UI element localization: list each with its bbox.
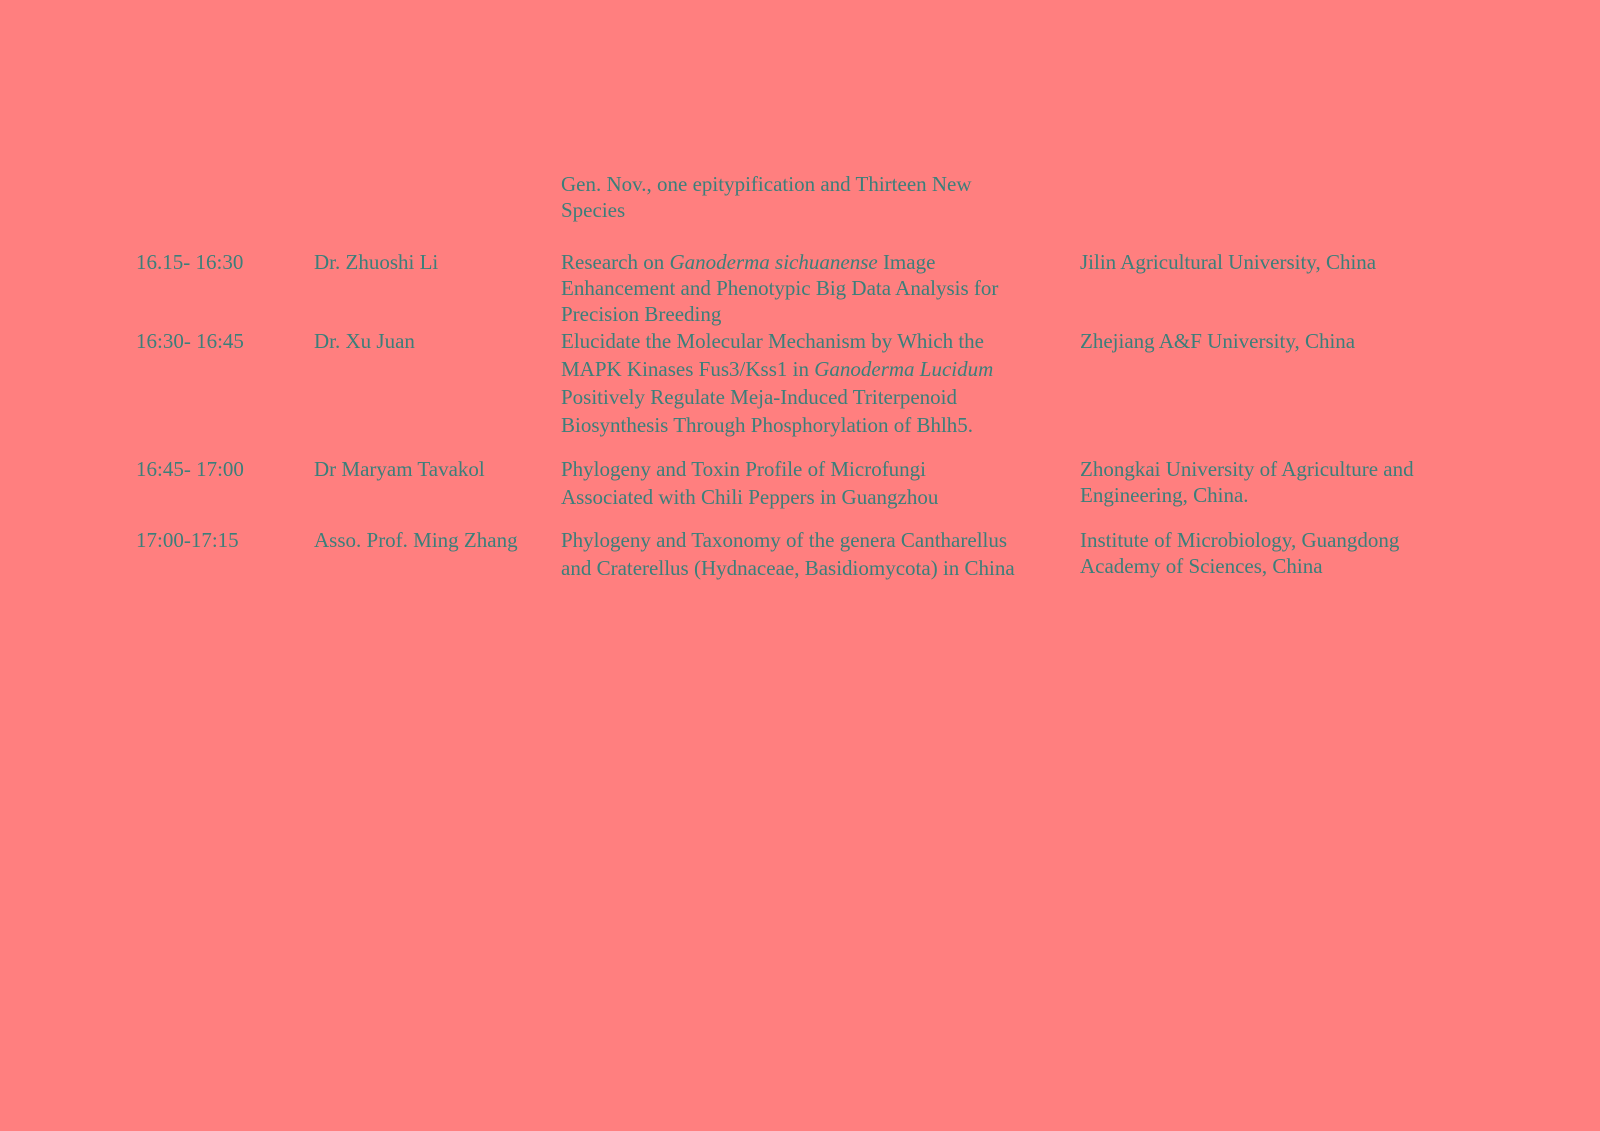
- row-institution: [1080, 527, 1399, 579]
- title-line: Research on Ganoderma sichuanense Image: [561, 250, 936, 274]
- row-speaker: Asso. Prof. Ming Zhang: [314, 528, 518, 552]
- institution-line: Zhongkai University of Agriculture and: [1080, 457, 1414, 481]
- title-line: Precision Breeding: [561, 302, 722, 326]
- title-line: Elucidate the Molecular Mechanism by Which the: [561, 329, 984, 353]
- title-line: Phylogeny and Toxin Profile of Microfungi: [561, 457, 927, 481]
- row-speaker: Dr. Zhuoshi Li: [314, 250, 439, 274]
- row-time: 16:30- 16:45: [136, 329, 244, 353]
- title-line: Species: [561, 198, 626, 222]
- species-name: Ganoderma sichuanense: [669, 250, 878, 274]
- row-title: [561, 455, 938, 511]
- title-line: Associated with Chili Peppers in Guangzhou: [561, 485, 939, 509]
- title-line: Positively Regulate Meja-Induced Triterpenoid: [561, 385, 958, 409]
- row-time: 16.15- 16:30: [136, 250, 244, 274]
- row-institution: [1080, 249, 1376, 275]
- row-institution: [1080, 456, 1414, 508]
- row-speaker: Dr Maryam Tavakol: [314, 457, 485, 481]
- row-time: 16:45- 17:00: [136, 457, 244, 481]
- row-title: [561, 327, 993, 439]
- institution-line: Academy of Sciences, China: [1080, 554, 1323, 578]
- row-title: [561, 249, 998, 327]
- continued-title: [561, 171, 972, 223]
- title-line: Phylogeny and Taxonomy of the genera Cantharellus: [561, 528, 1008, 552]
- title-line: and Craterellus (Hydnaceae, Basidiomycota) in China: [561, 556, 1015, 580]
- institution-line: Institute of Microbiology, Guangdong: [1080, 528, 1400, 552]
- row-title: [561, 526, 1015, 582]
- title-line: Gen. Nov., one epitypification and Thirteen New: [561, 172, 972, 196]
- species-name: Ganoderma Lucidum: [814, 357, 994, 381]
- row-speaker: Dr. Xu Juan: [314, 329, 415, 353]
- institution-line: Jilin Agricultural University, China: [1080, 250, 1377, 274]
- row-time: 17:00-17:15: [136, 528, 239, 552]
- title-line: Enhancement and Phenotypic Big Data Analysis for: [561, 276, 999, 300]
- institution-line: Engineering, China.: [1080, 483, 1249, 507]
- row-institution: [1080, 328, 1355, 354]
- title-line: MAPK Kinases Fus3/Kss1 in Ganoderma Lucidum: [561, 357, 994, 381]
- title-line: Biosynthesis Through Phosphorylation of Bhlh5.: [561, 413, 974, 437]
- institution-line: Zhejiang A&F University, China: [1080, 329, 1356, 353]
